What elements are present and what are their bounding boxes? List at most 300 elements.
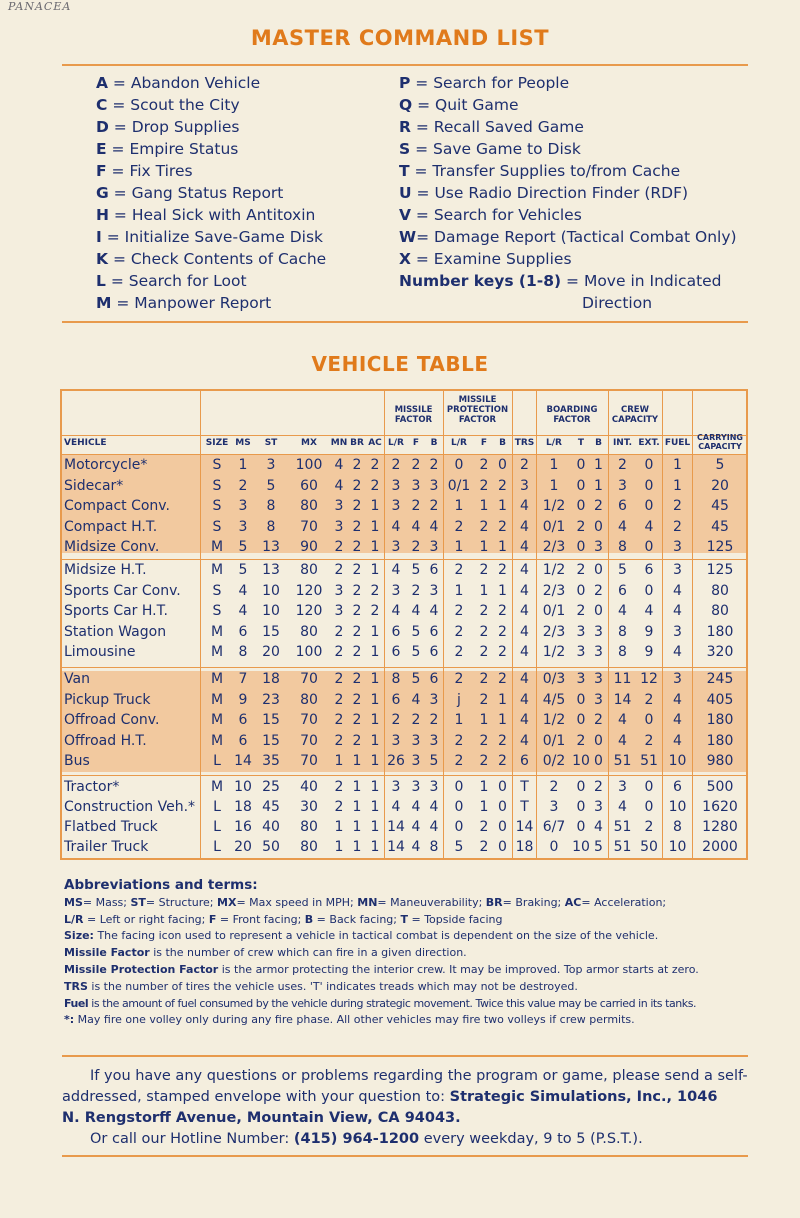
right-command-7 xyxy=(399,226,737,248)
command-text: Scout the City xyxy=(130,96,240,114)
cell-size: L xyxy=(213,799,221,815)
cell-ext: 2 xyxy=(644,732,654,749)
cell-bf_b: 2 xyxy=(594,582,603,599)
cell-st: 25 xyxy=(262,779,280,795)
cell-fuel: 4 xyxy=(673,712,682,728)
cell-mf_f: 3 xyxy=(411,732,421,749)
cell-mn: 4 xyxy=(334,457,344,473)
col-header-size: SIZE xyxy=(205,438,229,448)
cell-mf_lr: 2 xyxy=(391,457,401,473)
cell-trs: 6 xyxy=(520,753,529,769)
cell-trs: 4 xyxy=(520,712,529,728)
command-key: Q xyxy=(399,96,413,114)
cell-bf_t: 2 xyxy=(576,562,586,578)
command-key: E xyxy=(96,140,107,158)
cell-fuel: 10 xyxy=(668,753,687,769)
cell-br: 2 xyxy=(352,539,362,555)
cell-mp_f: 2 xyxy=(479,819,489,835)
cell-mp_lr: 1 xyxy=(454,539,464,555)
table-row xyxy=(62,582,746,602)
cell-mp_lr: 1 xyxy=(454,582,464,599)
cell-mf_b: 6 xyxy=(429,671,439,687)
cell-ms: 10 xyxy=(234,779,252,795)
command-separator: = xyxy=(108,184,132,202)
command-key: W xyxy=(399,228,417,246)
cell-mx: 120 xyxy=(295,603,323,619)
cell-bf_lr: 1/2 xyxy=(542,644,566,660)
cell-mf_b: 4 xyxy=(429,819,439,835)
cell-st: 15 xyxy=(262,712,280,728)
cell-mf_lr: 3 xyxy=(391,732,401,749)
term-definition: = Structure; xyxy=(145,895,218,909)
cell-int: 4 xyxy=(618,518,627,535)
left-command-1 xyxy=(96,94,326,116)
abbreviations-heading: Abbreviations and terms: xyxy=(64,877,258,893)
cell-trs: 4 xyxy=(520,671,529,687)
cell-mp_lr: 2 xyxy=(454,644,464,660)
cell-size: L xyxy=(213,753,221,769)
command-separator: = xyxy=(105,272,129,290)
cell-mf_b: 3 xyxy=(429,539,439,555)
cell-ac: 1 xyxy=(370,712,380,728)
vehicle-table-title: VEHICLE TABLE xyxy=(311,352,489,376)
cell-mf_b: 4 xyxy=(429,603,439,619)
term-definition: = Topside facing xyxy=(408,912,503,926)
cell-trs: 4 xyxy=(520,732,529,749)
cell-size: S xyxy=(212,477,222,494)
command-key: V xyxy=(399,206,411,224)
cell-ms: 5 xyxy=(238,562,248,578)
cell-trs: T xyxy=(520,799,529,815)
right-command-1 xyxy=(399,94,737,116)
note-line xyxy=(64,962,764,979)
cell-mf_b: 3 xyxy=(429,582,439,599)
note-line xyxy=(64,1012,764,1029)
term-definition: = Left or right facing; xyxy=(83,912,209,926)
cell-bf_t: 10 xyxy=(572,839,590,855)
cell-st: 10 xyxy=(262,582,280,599)
cell-trs: 4 xyxy=(520,623,529,640)
cell-mp_f: 1 xyxy=(479,712,489,728)
cell-bf_t: 2 xyxy=(576,603,586,619)
top-divider xyxy=(62,64,748,66)
cell-ext: 9 xyxy=(644,644,654,660)
cell-st: 8 xyxy=(266,518,276,535)
note-line xyxy=(64,928,764,945)
command-text: Examine Supplies xyxy=(433,250,572,268)
cell-bf_b: 0 xyxy=(594,562,603,578)
command-text: Manpower Report xyxy=(134,294,272,312)
col-header-int: INT. xyxy=(612,438,633,448)
cell-cap: 80 xyxy=(711,582,729,599)
cell-int: 4 xyxy=(618,603,627,619)
term: ST xyxy=(130,895,146,909)
cell-vehicle: Sports Car H.T. xyxy=(64,603,168,619)
abbreviations-section xyxy=(64,877,764,1029)
cell-bf_lr: 1/2 xyxy=(542,562,566,578)
command-separator: = xyxy=(111,294,135,312)
cell-mf_lr: 2 xyxy=(391,712,401,728)
term-definition: = Mass; xyxy=(82,895,131,909)
cell-ac: 1 xyxy=(370,518,380,535)
cell-st: 8 xyxy=(266,498,276,514)
cell-mp_f: 1 xyxy=(479,799,489,815)
cell-fuel: 4 xyxy=(673,603,682,619)
cell-vehicle: Offroad Conv. xyxy=(64,712,160,728)
note-text: is the number of crew which can fire in a given direction. xyxy=(149,946,467,960)
command-separator: = xyxy=(411,206,434,224)
command-text: Use Radio Direction Finder (RDF) xyxy=(434,184,689,202)
cell-cap: 1620 xyxy=(702,799,738,815)
cell-int: 6 xyxy=(618,498,627,514)
cell-mn: 2 xyxy=(334,562,344,578)
cell-cap: 125 xyxy=(706,562,734,578)
cell-bf_t: 0 xyxy=(576,799,586,815)
command-key: R xyxy=(399,118,411,136)
cell-ac: 1 xyxy=(370,539,380,555)
cell-mp_f: 1 xyxy=(479,498,489,514)
cell-br: 2 xyxy=(352,603,362,619)
command-separator: = xyxy=(410,140,434,158)
command-key: Number keys (1-8) xyxy=(399,272,562,290)
cell-mp_lr: j xyxy=(457,691,461,708)
cell-mp_b: 2 xyxy=(498,644,507,660)
col-header-mp_b: B xyxy=(499,438,506,448)
cell-st: 15 xyxy=(262,623,280,640)
cell-cap: 500 xyxy=(706,779,734,795)
cell-bf_b: 2 xyxy=(594,712,603,728)
cell-br: 1 xyxy=(352,819,362,835)
cell-mp_f: 2 xyxy=(479,644,489,660)
col-header-trs: TRS xyxy=(514,438,535,448)
cell-bf_b: 3 xyxy=(594,644,603,660)
cell-bf_b: 0 xyxy=(594,753,603,769)
cell-bf_t: 2 xyxy=(576,518,586,535)
cell-cap: 180 xyxy=(706,623,734,640)
cell-mn: 2 xyxy=(334,712,344,728)
cell-ms: 4 xyxy=(238,603,248,619)
column-header-divider xyxy=(62,454,746,455)
cell-cap: 5 xyxy=(715,457,725,473)
cell-ext: 2 xyxy=(644,819,654,835)
cell-mp_lr: 0 xyxy=(454,819,464,835)
cell-ms: 6 xyxy=(238,732,248,749)
command-key: I xyxy=(96,228,102,246)
cell-mp_f: 1 xyxy=(479,582,489,599)
cell-mf_lr: 3 xyxy=(391,477,401,494)
cell-ac: 1 xyxy=(370,671,380,687)
cell-int: 4 xyxy=(618,732,627,749)
cell-br: 2 xyxy=(352,582,362,599)
cell-ms: 1 xyxy=(238,457,248,473)
cell-mp_lr: 2 xyxy=(454,732,464,749)
cell-mx: 80 xyxy=(300,819,318,835)
carrying-capacity-header: CARRYING CAPACITY xyxy=(697,433,743,451)
table-row xyxy=(62,752,746,772)
command-separator: = xyxy=(101,228,125,246)
cell-bf_lr: 2/3 xyxy=(542,582,566,599)
cell-mf_b: 5 xyxy=(429,753,439,769)
col-header-ext: EXT. xyxy=(638,438,660,448)
command-text: Save Game to Disk xyxy=(433,140,581,158)
note-line xyxy=(64,979,764,996)
cell-mp_lr: 2 xyxy=(454,671,464,687)
cell-mn: 2 xyxy=(334,671,344,687)
cell-ms: 14 xyxy=(234,753,252,769)
command-text: Search for Vehicles xyxy=(433,206,582,224)
cell-bf_lr: 2 xyxy=(549,779,559,795)
abbreviations-line-1 xyxy=(64,895,764,912)
cell-mp_lr: 1 xyxy=(454,712,464,728)
cell-bf_b: 5 xyxy=(594,839,603,855)
cell-ac: 1 xyxy=(370,753,380,769)
cell-mf_lr: 6 xyxy=(391,623,401,640)
note-term: Size: xyxy=(64,929,94,943)
cell-trs: 2 xyxy=(520,457,529,473)
cell-mn: 3 xyxy=(334,582,344,599)
cell-mf_f: 4 xyxy=(411,603,421,619)
cell-vehicle: Tractor* xyxy=(64,779,120,795)
command-separator: = xyxy=(411,184,435,202)
cell-mf_b: 6 xyxy=(429,623,439,640)
group-divider-3 xyxy=(62,775,746,776)
cell-ms: 5 xyxy=(238,539,248,555)
cell-mf_b: 3 xyxy=(429,732,439,749)
cell-mx: 120 xyxy=(295,582,323,599)
term: MX xyxy=(217,895,237,909)
cell-fuel: 4 xyxy=(673,732,682,749)
cell-bf_lr: 6/7 xyxy=(542,819,566,835)
cell-mx: 70 xyxy=(300,753,318,769)
crew-capacity-header: CREW CAPACITY xyxy=(611,405,659,425)
cell-br: 2 xyxy=(352,712,362,728)
cell-ms: 6 xyxy=(238,623,248,640)
command-key: A xyxy=(96,74,108,92)
cell-mn: 2 xyxy=(334,644,344,660)
cell-mf_lr: 26 xyxy=(387,753,405,769)
cell-bf_b: 2 xyxy=(594,779,603,795)
cell-br: 2 xyxy=(352,498,362,514)
cell-mf_f: 5 xyxy=(411,644,421,660)
cell-int: 5 xyxy=(618,562,627,578)
cell-mp_b: 2 xyxy=(498,477,507,494)
cell-int: 6 xyxy=(618,582,627,599)
cell-trs: 14 xyxy=(515,819,534,835)
cell-mf_lr: 6 xyxy=(391,691,401,708)
cell-int: 11 xyxy=(613,671,632,687)
cell-mf_b: 4 xyxy=(429,799,439,815)
command-text: Search for People xyxy=(433,74,570,92)
cell-vehicle: Midsize H.T. xyxy=(64,562,147,578)
left-command-10 xyxy=(96,292,326,314)
cell-ms: 3 xyxy=(238,498,248,514)
cell-size: L xyxy=(213,839,221,855)
right-command-9 xyxy=(399,270,737,292)
col-header-fuel: FUEL xyxy=(664,438,691,448)
cell-int: 4 xyxy=(618,799,627,815)
contact-bottom-divider xyxy=(62,1155,748,1157)
cell-mp_lr: 2 xyxy=(454,603,464,619)
cell-int: 8 xyxy=(618,623,627,640)
cell-mn: 3 xyxy=(334,518,344,535)
right-command-2 xyxy=(399,116,737,138)
cell-bf_lr: 1 xyxy=(549,457,559,473)
cell-ms: 2 xyxy=(238,477,248,494)
command-key: K xyxy=(96,250,109,268)
cell-mf_f: 5 xyxy=(411,623,421,640)
cell-fuel: 3 xyxy=(673,539,682,555)
cell-ms: 8 xyxy=(238,644,248,660)
term: T xyxy=(400,912,408,926)
cell-cap: 1280 xyxy=(702,819,738,835)
cell-mp_b: 0 xyxy=(498,457,507,473)
cell-mp_b: 0 xyxy=(498,779,507,795)
cell-int: 51 xyxy=(613,839,632,855)
command-text: Empire Status xyxy=(129,140,239,158)
cell-mf_b: 3 xyxy=(429,477,439,494)
cell-mx: 80 xyxy=(300,498,318,514)
cell-bf_lr: 3 xyxy=(549,799,559,815)
cell-vehicle: Sidecar* xyxy=(64,477,124,494)
note-term: Missile Protection Factor xyxy=(64,962,219,976)
cell-mn: 2 xyxy=(334,732,344,749)
cell-vehicle: Trailer Truck xyxy=(64,839,149,855)
cell-bf_lr: 2/3 xyxy=(542,623,566,640)
command-text: Damage Report (Tactical Combat Only) xyxy=(434,228,737,246)
command-list-left xyxy=(96,72,326,314)
left-command-7 xyxy=(96,226,326,248)
cell-mx: 100 xyxy=(295,457,323,473)
cell-mp_lr: 1 xyxy=(454,498,464,514)
cell-int: 51 xyxy=(613,753,632,769)
command-text: Move in Indicated xyxy=(583,272,722,290)
cell-mp_b: 2 xyxy=(498,562,507,578)
table-row xyxy=(62,838,746,858)
command-key: M xyxy=(96,294,112,312)
cell-bf_t: 0 xyxy=(576,539,586,555)
group-divider-1 xyxy=(62,559,746,560)
term: MN xyxy=(357,895,378,909)
cell-mf_f: 2 xyxy=(411,457,421,473)
cell-bf_t: 3 xyxy=(576,623,586,640)
cell-size: M xyxy=(210,562,224,578)
cell-mf_f: 4 xyxy=(411,518,421,535)
cell-fuel: 4 xyxy=(673,582,682,599)
cell-st: 35 xyxy=(262,753,280,769)
cell-int: 8 xyxy=(618,539,627,555)
cell-mp_b: 2 xyxy=(498,732,507,749)
cell-mf_lr: 14 xyxy=(387,839,405,855)
cell-mx: 80 xyxy=(300,691,318,708)
cell-trs: 4 xyxy=(520,539,529,555)
cell-mf_f: 4 xyxy=(411,799,421,815)
cell-size: S xyxy=(212,603,222,619)
term-definition: = Acceleration; xyxy=(581,895,667,909)
cell-bf_t: 3 xyxy=(576,644,586,660)
cell-size: M xyxy=(210,712,224,728)
cell-fuel: 1 xyxy=(673,457,682,473)
cell-bf_lr: 0/2 xyxy=(542,753,566,769)
cell-mf_f: 2 xyxy=(411,539,421,555)
cell-trs: 4 xyxy=(520,691,529,708)
cell-st: 50 xyxy=(262,839,280,855)
table-row xyxy=(62,602,746,622)
cell-mf_b: 2 xyxy=(429,498,439,514)
cell-ms: 4 xyxy=(238,582,248,599)
cell-mp_f: 2 xyxy=(479,477,489,494)
cell-mp_f: 2 xyxy=(479,623,489,640)
cell-mp_f: 2 xyxy=(479,562,489,578)
note-term: *: xyxy=(64,1013,75,1027)
table-row xyxy=(62,643,746,663)
table-row xyxy=(62,456,746,476)
cell-ms: 3 xyxy=(238,518,248,535)
cell-cap: 2000 xyxy=(702,839,738,855)
cell-ext: 0 xyxy=(644,498,654,514)
cell-trs: T xyxy=(520,779,529,795)
cell-br: 2 xyxy=(352,477,362,494)
cell-ms: 6 xyxy=(238,712,248,728)
command-key: F xyxy=(96,162,107,180)
cell-ext: 0 xyxy=(644,582,654,599)
command-separator: = xyxy=(409,162,433,180)
table-row xyxy=(62,477,746,497)
cell-bf_lr: 2/3 xyxy=(542,539,566,555)
cell-ext: 0 xyxy=(644,457,654,473)
cell-mf_lr: 8 xyxy=(391,671,401,687)
cell-mx: 80 xyxy=(300,623,318,640)
cell-mn: 3 xyxy=(334,498,344,514)
cell-mp_lr: 0 xyxy=(454,779,464,795)
command-key: C xyxy=(96,96,108,114)
cell-bf_t: 0 xyxy=(576,819,586,835)
cell-st: 5 xyxy=(266,477,276,494)
col-header-bf_lr: L/R xyxy=(546,438,562,448)
command-text: Check Contents of Cache xyxy=(130,250,327,268)
cell-ms: 16 xyxy=(234,819,252,835)
cell-bf_lr: 0/1 xyxy=(542,603,566,619)
cell-int: 51 xyxy=(613,819,632,835)
term-definition: = Back facing; xyxy=(313,912,401,926)
cell-vehicle: Limousine xyxy=(64,644,136,660)
cell-ms: 20 xyxy=(234,839,252,855)
cell-mp_b: 1 xyxy=(498,582,507,599)
left-command-2 xyxy=(96,116,326,138)
command-list-right xyxy=(399,72,737,292)
contact-info xyxy=(62,1066,762,1150)
abbreviations-notes xyxy=(64,928,764,1029)
cell-trs: 4 xyxy=(520,498,529,514)
cell-mx: 30 xyxy=(300,799,318,815)
right-command-4 xyxy=(399,160,737,182)
command-separator: = xyxy=(106,140,130,158)
cell-bf_b: 3 xyxy=(594,623,603,640)
table-row xyxy=(62,778,746,798)
cell-mx: 70 xyxy=(300,671,318,687)
cell-bf_b: 3 xyxy=(594,691,603,708)
left-command-3 xyxy=(96,138,326,160)
cell-st: 15 xyxy=(262,732,280,749)
cell-mp_f: 2 xyxy=(479,518,489,535)
cell-trs: 4 xyxy=(520,644,529,660)
cell-mp_f: 2 xyxy=(479,671,489,687)
cell-br: 2 xyxy=(352,562,362,578)
command-key: X xyxy=(399,250,411,268)
left-command-4 xyxy=(96,160,326,182)
cell-br: 2 xyxy=(352,623,362,640)
contact-line-2: addressed, stamped envelope with your question to: Strategic Simulations, Inc., 1046 xyxy=(62,1089,718,1105)
col-header-mx: MX xyxy=(301,438,317,448)
